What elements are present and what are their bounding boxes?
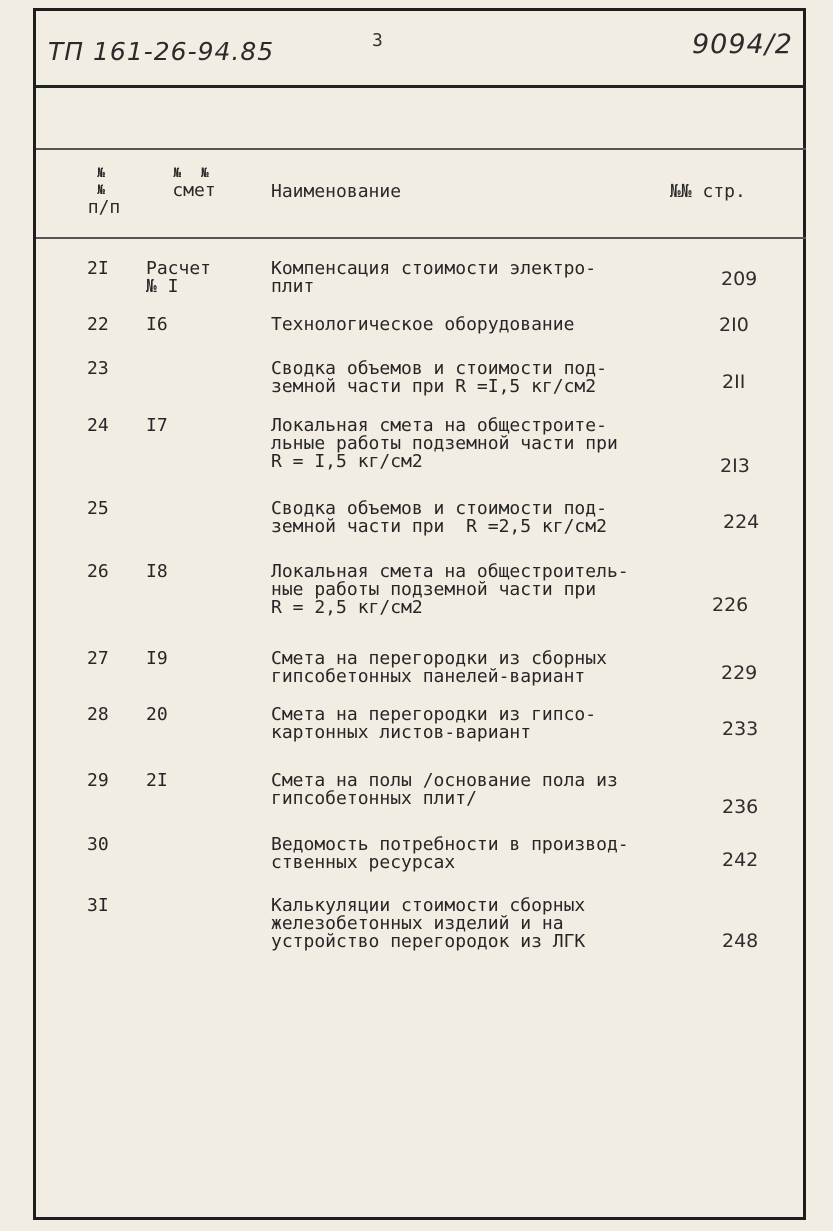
row-name-line: Локальная смета на общестроитель- [271,561,629,582]
row-page: 236 [722,796,759,818]
row-estimate-line: I6 [146,314,168,335]
row-page: 229 [721,662,758,684]
row-name-line: льные работы подземной части при [271,433,618,454]
row-estimate [146,316,168,334]
row-name-line: Смета на полы /основание пола из [271,770,618,791]
table-header-top-rule [36,148,806,150]
row-name [271,316,661,334]
row-number: 2I [87,258,109,279]
row-estimate-line: 2I [146,770,168,791]
row-estimate-line: 20 [146,704,168,725]
row-estimate [146,706,168,724]
row-name-line: Сводка объемов и стоимости под- [271,498,607,519]
column-header-estimate [164,165,224,199]
document-code: ТП 161-26-94.85 [48,37,275,66]
column-header-page: №№ стр. [670,181,746,202]
row-number: 27 [87,648,109,669]
row-estimate-line: № I [146,276,179,297]
row-page: 2I3 [720,455,750,477]
row-name-line: земной части при R =2,5 кг/см2 [271,516,607,537]
row-name [271,500,661,536]
column-header-estimate-marks: № № [173,166,215,181]
column-header-number-label: п/п [87,197,121,218]
row-name-line: земной части при R =I,5 кг/см2 [271,376,597,397]
row-estimate-line: I7 [146,415,168,436]
row-name-line: железобетонных изделий и на [271,913,564,934]
row-estimate-line: I9 [146,648,168,669]
row-name-line: R = 2,5 кг/см2 [271,597,423,618]
row-name [271,897,661,951]
row-number: 30 [87,834,109,855]
row-page: 233 [722,718,759,740]
column-header-name: Наименование [271,181,402,202]
row-name-line: Локальная смета на общестроите- [271,415,607,436]
row-page: 2II [722,371,746,393]
row-name-line: гипсобетонных панелей-вариант [271,666,586,687]
row-name [271,836,661,872]
row-estimate [146,772,168,790]
row-number: 25 [87,498,109,519]
row-estimate [146,417,168,435]
row-name-line: гипсобетонных плит/ [271,788,477,809]
column-header-number [84,165,124,216]
row-estimate [146,563,168,581]
row-name [271,260,661,296]
row-name [271,417,661,471]
document-number: 9094/2 [692,29,793,60]
row-name-line: R = I,5 кг/см2 [271,451,423,472]
row-page: 242 [722,849,759,871]
row-name-line: Калькуляции стоимости сборных [271,895,586,916]
row-page: 226 [712,594,749,616]
row-estimate [146,650,168,668]
row-name [271,650,661,686]
row-name [271,563,661,617]
row-number: 24 [87,415,109,436]
row-page: 2I0 [719,314,749,336]
column-header-number-marks: № № [97,166,111,198]
row-number: 23 [87,358,109,379]
row-number: 26 [87,561,109,582]
row-name-line: Ведомость потребности в производ- [271,834,629,855]
row-name-line: Компенсация стоимости электро- [271,258,597,279]
row-name-line: Смета на перегородки из гипсо- [271,704,597,725]
row-name-line: плит [271,276,315,297]
row-number: 22 [87,314,109,335]
row-number: 28 [87,704,109,725]
row-estimate-line: I8 [146,561,168,582]
row-estimate-line: Расчет [146,258,212,279]
row-page: 209 [721,268,758,290]
row-name [271,706,661,742]
row-name-line: ственных ресурсах [271,852,456,873]
row-page: 224 [723,511,760,533]
row-name-line: устройство перегородок из ЛГК [271,931,586,952]
header-divider [36,85,806,88]
row-number: 29 [87,770,109,791]
row-name-line: Технологическое оборудование [271,314,575,335]
row-name-line: ные работы подземной части при [271,579,597,600]
table-header-bottom-rule [36,237,806,239]
row-name [271,360,661,396]
row-name-line: Сводка объемов и стоимости под- [271,358,607,379]
row-estimate [146,260,211,296]
row-page: 248 [722,930,759,952]
row-name-line: картонных листов-вариант [271,722,532,743]
page-number: 3 [372,30,383,51]
column-header-estimate-label: смет [172,180,216,201]
row-name [271,772,661,808]
row-name-line: Смета на перегородки из сборных [271,648,607,669]
row-number: 3I [87,895,109,916]
